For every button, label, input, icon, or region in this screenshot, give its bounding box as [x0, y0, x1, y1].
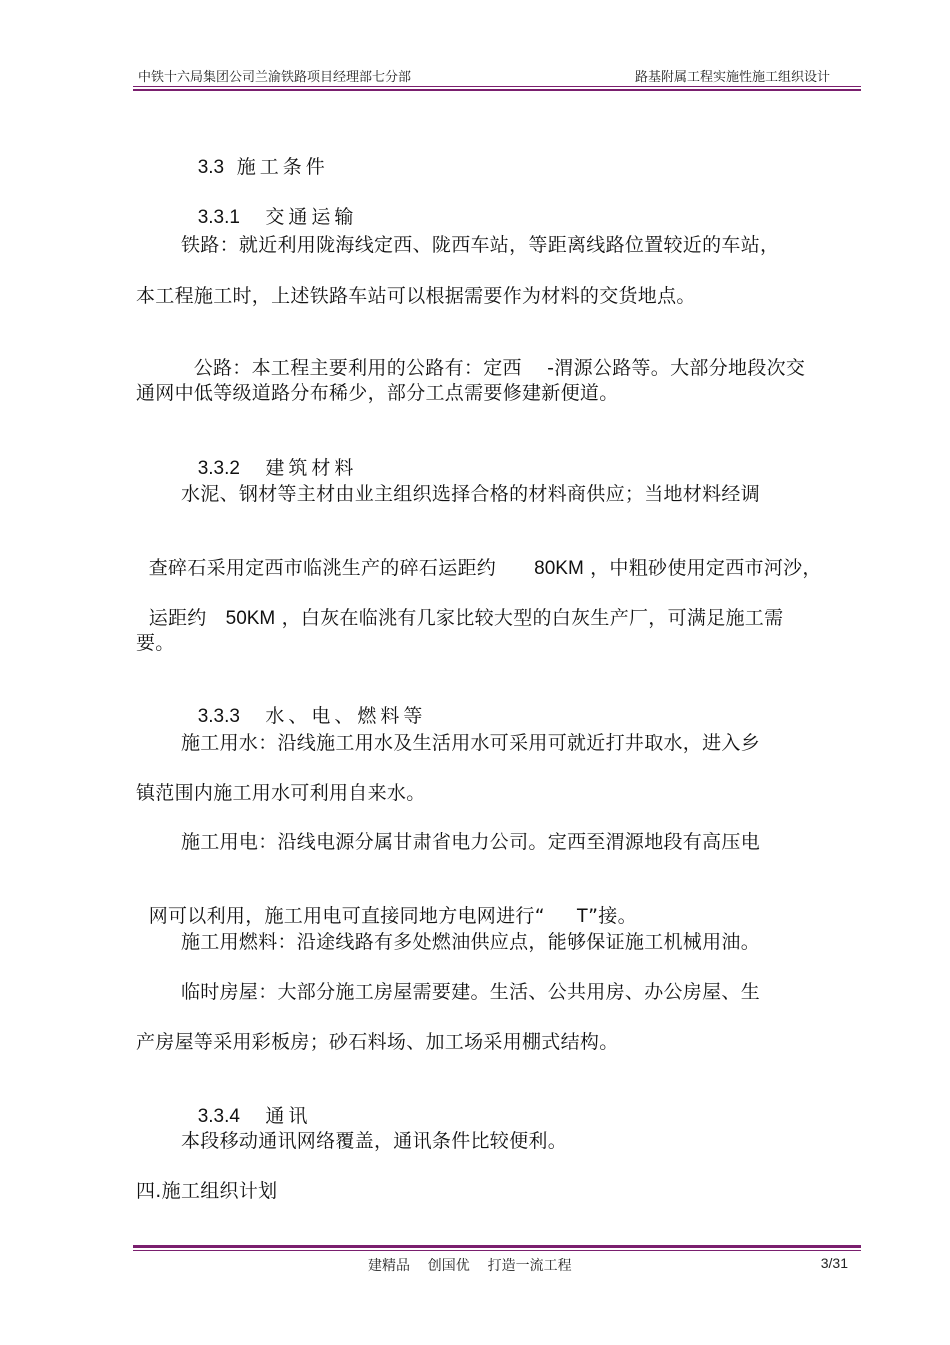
- text-segment: ，中粗砂使用定西市河沙，: [590, 557, 822, 579]
- distance-value: 50KM: [225, 608, 276, 629]
- footer-rule-thick: [133, 1245, 861, 1248]
- paragraph-materials-line-3: [136, 582, 783, 631]
- footer-rule-thin: [133, 1250, 861, 1251]
- heading-title: 建筑材料: [265, 457, 358, 479]
- header-rule-thin: [133, 86, 861, 87]
- paragraph-materials-line-4: 要。: [136, 632, 175, 654]
- paragraph-rail-line-1: 铁路：就近利用陇海线定西、陇西车站，等距离线路位置较近的车站，: [181, 234, 780, 256]
- paragraph-fuel: 施工用燃料：沿途线路有多处燃油供应点，能够保证施工机械用油。: [181, 931, 761, 953]
- text-segment: ”接。: [588, 905, 637, 927]
- paragraph-materials-line-2: [136, 532, 822, 581]
- text-segment: ，白灰在临洮有几家比较大型的白灰生产厂，可满足施工需: [281, 607, 784, 629]
- heading-title: 施工条件: [236, 156, 329, 178]
- paragraph-electricity-line-2: [136, 880, 637, 929]
- heading-3-3-1: [185, 181, 357, 230]
- paragraph-electricity-line-1: 施工用电：沿线电源分属甘肃省电力公司。定西至渭源地段有高压电: [181, 831, 761, 853]
- header-left-text: 中铁十六局集团公司兰渝铁路项目经理部七分部: [138, 70, 412, 85]
- heading-3-3-4: [185, 1080, 311, 1129]
- heading-number: 3.3.1: [197, 207, 240, 228]
- header-right-text: 路基附属工程实施性施工组织设计: [634, 70, 830, 85]
- paragraph-rail-line-2: 本工程施工时，上述铁路车站可以根据需要作为材料的交货地点。: [136, 285, 696, 307]
- paragraph-housing-line-1: 临时房屋：大部分施工房屋需要建。生活、公共用房、办公房屋、生: [181, 981, 761, 1003]
- page-number: 3/31: [820, 1255, 848, 1271]
- text-segment: 网可以利用，施工用电可直接同地方电网进行“: [148, 905, 545, 927]
- paragraph-communication: 本段移动通讯网络覆盖，通讯条件比较便利。: [181, 1130, 568, 1152]
- heading-3-3: [185, 131, 329, 180]
- heading-title: 通讯: [265, 1105, 312, 1127]
- paragraph-housing-line-2: 产房屋等采用彩板房；砂石料场、加工场采用棚式结构。: [136, 1031, 619, 1053]
- text-segment: 运距约: [148, 607, 207, 629]
- paragraph-water-line-1: 施工用水：沿线施工用水及生活用水可采用可就近打井取水，进入乡: [181, 732, 761, 754]
- paragraph-road-line-2: 通网中低等级道路分布稀少，部分工点需要修建新便道。: [136, 382, 619, 404]
- text-segment: 公路：本工程主要利用的公路有：定西: [193, 357, 522, 379]
- paragraph-road-line-1: [181, 332, 805, 380]
- heading-number: 3.3.3: [197, 706, 240, 727]
- paragraph-water-line-2: 镇范围内施工用水可利用自来水。: [136, 782, 426, 804]
- text-segment: 查碎石采用定西市临洮生产的碎石运距约: [148, 557, 497, 579]
- heading-title: 交通运输: [265, 206, 358, 228]
- text-segment: -渭源公路等。大部分地段次交: [547, 357, 806, 379]
- text-segment: T: [576, 906, 589, 927]
- paragraph-materials-line-1: 水泥、钢材等主材由业主组织选择合格的材料商供应；当地材料经调: [181, 483, 761, 505]
- heading-number: 3.3: [197, 157, 225, 178]
- heading-title: 水、电、燃料等: [265, 705, 427, 727]
- heading-number: 3.3.2: [197, 458, 240, 479]
- heading-number: 3.3.4: [197, 1106, 240, 1127]
- heading-3-3-2: [185, 432, 357, 481]
- heading-3-3-3: [185, 680, 426, 729]
- distance-value: 80KM: [534, 558, 584, 579]
- header-rule-thick: [133, 89, 861, 91]
- section-4-heading: 四.施工组织计划: [136, 1180, 278, 1202]
- footer-slogan: 建精品 创国优 打造一流工程: [368, 1258, 572, 1274]
